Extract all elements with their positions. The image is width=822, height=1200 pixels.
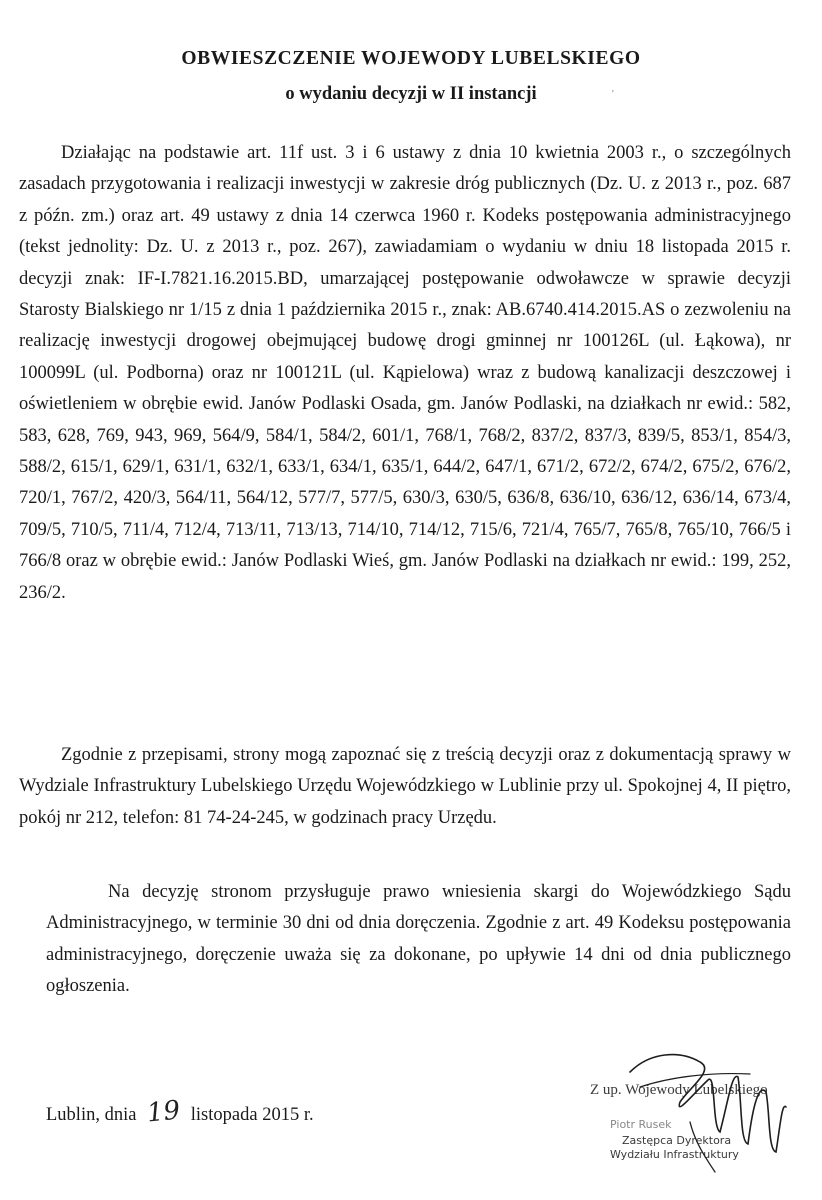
document-subtitle: o wydaniu decyzji w II instancji xyxy=(285,84,537,104)
stamp-name-line: Piotr Rusek xyxy=(610,1118,672,1131)
scan-speck: ' xyxy=(612,89,614,100)
document-title: OBWIESZCZENIE WOJEWODY LUBELSKIEGO xyxy=(181,48,641,69)
date-line xyxy=(46,1097,314,1127)
stamp-position-line: Zastępca Dyrektora xyxy=(622,1134,732,1147)
paragraph-access: Zgodnie z przepisami, strony mogą zapoznać się z treścią decyzji oraz z dokumentacją sprawy w Wydziale Infrastruktury Lubelskiego Urzędu Wojewódzkiego w Lublinie przy ul. Spokojnej 4, II piętro, pokój nr 212, telefon: 81 74-24-245, w godzinach pracy Urzędu. xyxy=(19,745,791,828)
date-prefix: Lublin, dnia xyxy=(46,1105,137,1125)
stamp-authority-line: Z up. Wojewody Lubelskiego xyxy=(590,1082,768,1098)
handwritten-day: 19 xyxy=(145,1095,182,1129)
paragraph-notice: Działając na podstawie art. 11f ust. 3 i 6 ustawy z dnia 10 kwietnia 2003 r., o szczególnych zasadach przygotowania i realizacji inwestycji w zakresie dróg publicznych (Dz. U. z 2013 r., poz. 687 z późn. zm.) oraz art. 49 ustawy z dnia 14 czerwca 1960 r. Kodeks postępowania administracyjnego (tekst jednolity: Dz. U. z 2013 r., poz. 267), zawiadamiam o wydaniu w dniu 18 listopada 2015 r. decyzji znak: IF-I.7821.16.2015.BD, umarzającej postępowanie odwoławcze w sprawie decyzji Starosty Bialskiego nr 1/15 z dnia 1 października 2015 r., znak: AB.6740.414.2015.AS o zezwoleniu na realizację inwestycji drogowej obejmującej budowę drogi gminnej nr 100126L (ul. Łąkowa), nr 100099L (ul. Podborna) oraz nr 100121L (ul. Kąpielowa) wraz z budową kanalizacji deszczowej i oświetleniem w obrębie ewid. Janów Podlaski Osada, gm. Janów Podlaski, na działkach nr ewid.: 582, 583, 628, 769, 943, 969, 564/9, 584/1, 584/2, 601/1, 768/1, 768/2, 837/2, 837/3, 839/5, 853/1, 854/3, 588/2, 615/1, 629/1, 631/1, 632/1, 633/1, 634/1, 635/1, 644/2, 647/1, 671/2, 672/2, 674/2, 675/2, 676/2, 720/1, 767/2, 420/3, 564/11, 564/12, 577/7, 577/5, 630/3, 630/5, 636/8, 636/10, 636/12, 636/14, 673/4, 709/5, 710/5, 711/4, 712/4, 713/11, 713/13, 714/10, 714/12, 715/6, 721/4, 765/7, 765/8, 765/10, 766/5 i 766/8 oraz w obrębie ewid.: Janów Podlaski Wieś, gm. Janów Podlaski na działkach nr ewid.: 199, 252, 236/2. xyxy=(19,143,791,603)
date-suffix: listopada 2015 r. xyxy=(190,1105,314,1125)
paragraph-appeal: Na decyzję stronom przysługuje prawo wniesienia skargi do Wojewódzkiego Sądu Administracyjnego, w terminie 30 dni od dnia doręczenia. Zgodnie z art. 49 Kodeksu postępowania administracyjnego, doręczenie uważa się za dokonane, po upływie 14 dni od dnia publicznego ogłoszenia. xyxy=(46,882,791,997)
handwritten-signature xyxy=(620,1032,790,1182)
stamp-department-line: Wydziału Infrastruktury xyxy=(610,1148,739,1161)
